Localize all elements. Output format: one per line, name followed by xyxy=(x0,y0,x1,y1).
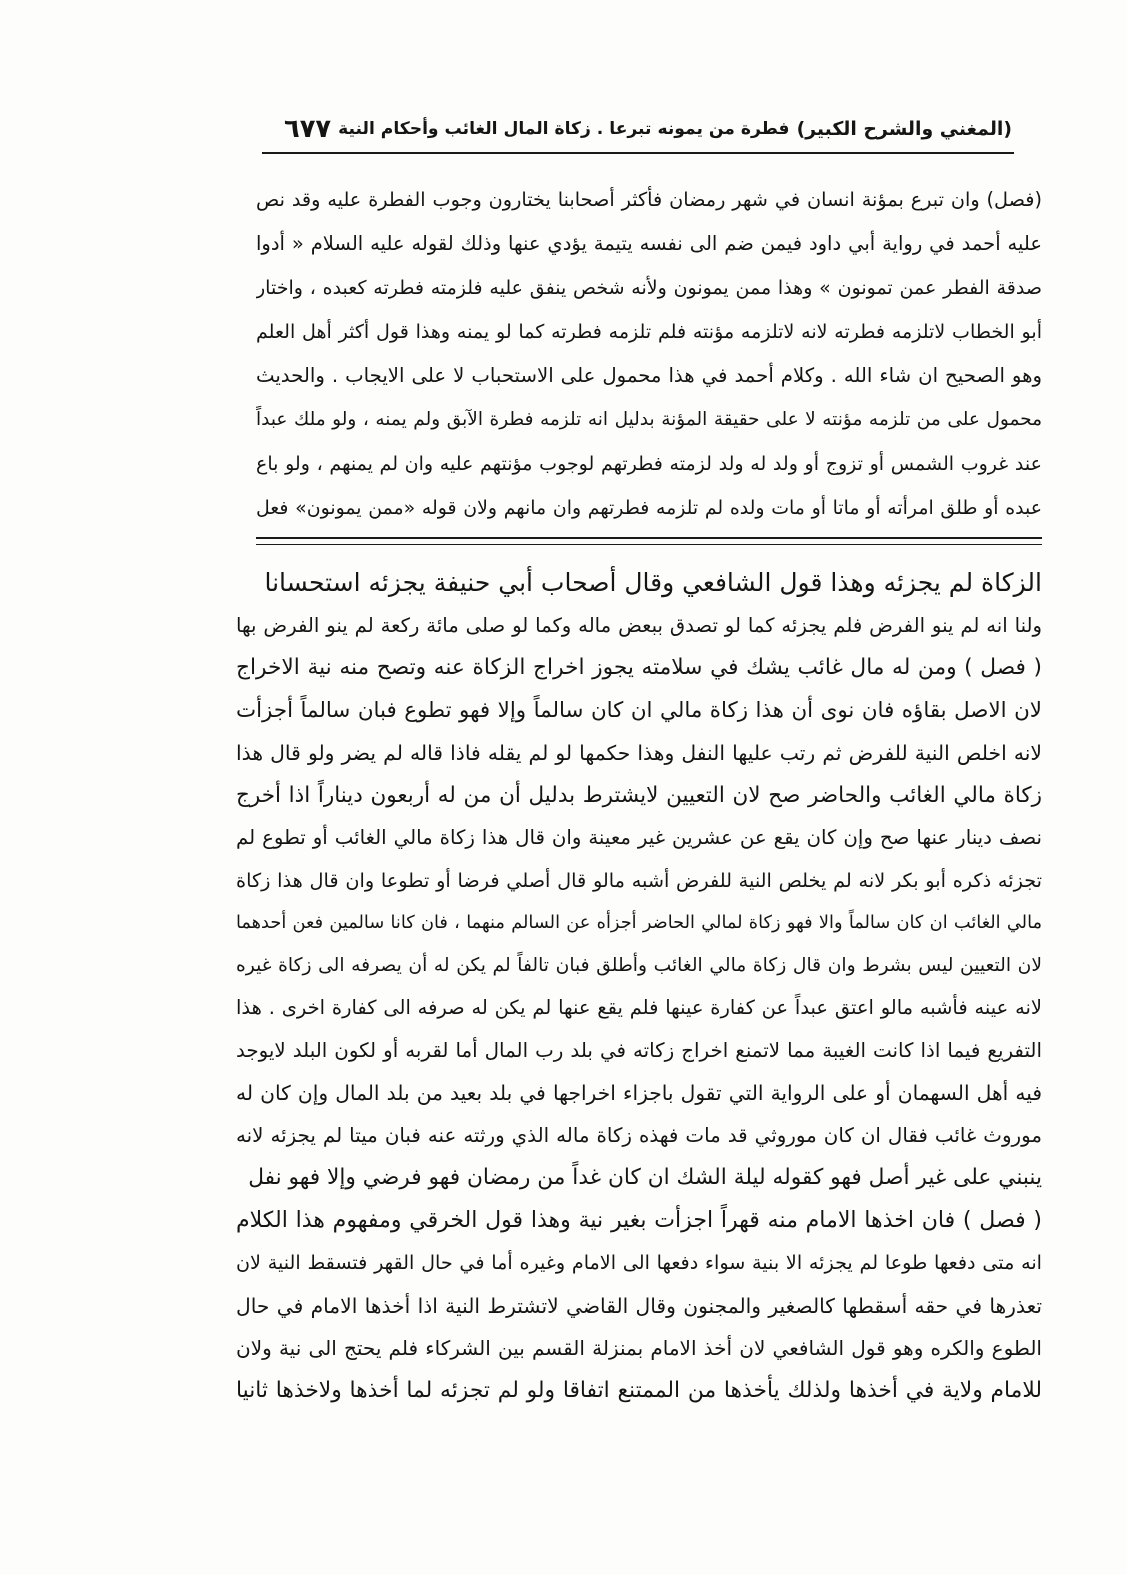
text-line: صدقة الفطر عمن تمونون » وهذا ممن يمونون ولأنه شخص ينفق عليه فلزمته فطرته كعبده ، واختار xyxy=(256,277,1042,299)
text-line: ( فصل ) فان اخذها الامام منه قهراً اجزأت بغير نية وهذا قول الخرقي ومفهوم هذا الكلام xyxy=(236,1207,1042,1233)
text-line: (فصل) وان تبرع بمؤنة انسان في شهر رمضان فأكثر أصحابنا يختارون وجوب الفطرة عليه وقد نص xyxy=(256,188,1042,211)
text-line: عند غروب الشمس أو تزوج أو ولد له ولد لزمته فطرتهم لوجوب مؤنتهم عليه وان لم يمنهم ، ولو باع xyxy=(256,453,1042,475)
divider-line-thin xyxy=(256,544,1042,545)
text-line: عبده أو طلق امرأته أو ماتا أو مات ولده لم تلزمه فطرتهم وان مانهم ولان قوله «ممن يمونون» فعل xyxy=(256,497,1042,519)
text-line: تجزئه ذكره أبو بكر لانه لم يخلص النية للفرض أشبه مالو قال أصلي فرضا أو تطوعا وان قال هذا زكاة xyxy=(236,868,1042,892)
text-line: مالي الغائب ان كان سالماً والا فهو زكاة لمالي الحاضر أجزأه عن السالم منهما ، فان كانا سالمين فعن أحدهما xyxy=(236,913,1042,933)
text-line: تعذرها في حقه أسقطها كالصغير والمجنون وقال القاضي لاتشترط النية اذا أخذها الامام في حال xyxy=(236,1293,1042,1318)
text-line: ينبني على غير أصل فهو كقوله ليلة الشك ان كان غداً من رمضان فهو فرضي وإلا فهو نفل xyxy=(248,1165,1042,1190)
header-rule xyxy=(262,152,1014,154)
section-divider xyxy=(256,537,1042,547)
page-number: ٦٧٧ xyxy=(284,114,332,144)
text-line: محمول على من تلزمه مؤنته لا على حقيقة المؤنة بدليل انه تلزمه فطرة الآبق ولم يمنه ، ولو ملك عبداً xyxy=(256,409,1042,430)
text-line: لانه عينه فأشبه مالو اعتق عبداً عن كفارة عينها فلم يقع عنها لم يكن له صرفه الى كفارة اخرى . هذا xyxy=(236,996,1042,1019)
text-line: للامام ولاية في أخذها ولذلك يأخذها من الممتنع اتفاقا ولو لم تجزئه لما أخذها ولاخذها ثانيا xyxy=(236,1377,1042,1403)
text-line: عليه أحمد في رواية أبي داود فيمن ضم الى نفسه يتيمة يؤدي عنها وذلك لقوله عليه السلام « أدوا xyxy=(256,232,1042,255)
text-line: لانه اخلص النية للفرض ثم رتب عليها النفل وهذا حكمها لو لم يقله فاذا قاله لم يضر ولو قال هذا xyxy=(236,741,1042,765)
sharh-text-block xyxy=(236,562,1042,1412)
text-line: موروث غائب فقال ان كان موروثي قد مات فهذه زكاة ماله الذي ورثته عنه فبان ميتا لم يجزئه لانه xyxy=(236,1123,1042,1147)
text-line: نصف دينار عنها صح وإن كان يقع عن عشرين غير معينة وان قال هذا زكاة مالي الغائب أو تطوع لم xyxy=(236,826,1042,849)
text-line: زكاة مالي الغائب والحاضر صح لان التعيين لايشترط بدليل أن من له أربعون ديناراً اذا أخرج xyxy=(236,782,1042,808)
running-header xyxy=(266,108,1012,150)
divider-line-thick xyxy=(256,537,1042,539)
text-line: لان الاصل بقاؤه فان نوى أن هذا زكاة مالي ان كان سالماً وإلا فهو تطوع فبان سالماً أجزأت xyxy=(236,697,1042,723)
text-line: التفريع فيما اذا كانت الغيبة مما لاتمنع اخراج زكاته في بلد رب المال أما لقربه أو لكون البلد لايوجد xyxy=(236,1038,1042,1062)
text-line: ولنا انه لم ينو الفرض فلم يجزئه كما لو تصدق ببعض ماله وكما لو صلى مائة ركعة لم ينو الفرض بها xyxy=(236,613,1042,637)
text-line: فيه أهل السهمان أو على الرواية التي تقول باجزاء اخراجها في بلد بعيد من بلد المال وإن كان له xyxy=(236,1081,1042,1105)
text-line: وهو الصحيح ان شاء الله . وكلام أحمد في هذا محمول على الاستحباب لا على الايجاب . والحديث xyxy=(256,364,1042,387)
text-line: الزكاة لم يجزئه وهذا قول الشافعي وقال أصحاب أبي حنيفة يجزئه استحسانا xyxy=(264,568,1042,597)
text-line: لان التعيين ليس بشرط وان قال زكاة مالي الغائب وأطلق فبان تالفاً لم يكن له أن يصرفه الى زكاة غيره xyxy=(236,954,1042,976)
section-title: فطرة من يمونه تبرعا . زكاة المال الغائب وأحكام النية xyxy=(338,119,790,139)
text-line: انه متى دفعها طوعا لم يجزئه الا بنية سواء دفعها الى الامام وغيره أما في حال القهر فتسقط النية لان xyxy=(236,1251,1042,1274)
text-line: أبو الخطاب لاتلزمه فطرته لانه لاتلزمه مؤنته فلم تلزمه فطرته كما لو يمنه وهذا قول أكثر أهل العلم xyxy=(256,321,1042,343)
text-line: ( فصل ) ومن له مال غائب يشك في سلامته يجوز اخراج الزكاة عنه وتصح منه نية الاخراج xyxy=(236,655,1042,680)
book-title: (المغني والشرح الكبير) xyxy=(796,118,1012,140)
matn-text-block xyxy=(256,178,1042,530)
text-line: الطوع والكره وهو قول الشافعي لان أخذ الامام بمنزلة القسم بين الشركاء فلم يحتج الى نية ولان xyxy=(236,1336,1042,1360)
